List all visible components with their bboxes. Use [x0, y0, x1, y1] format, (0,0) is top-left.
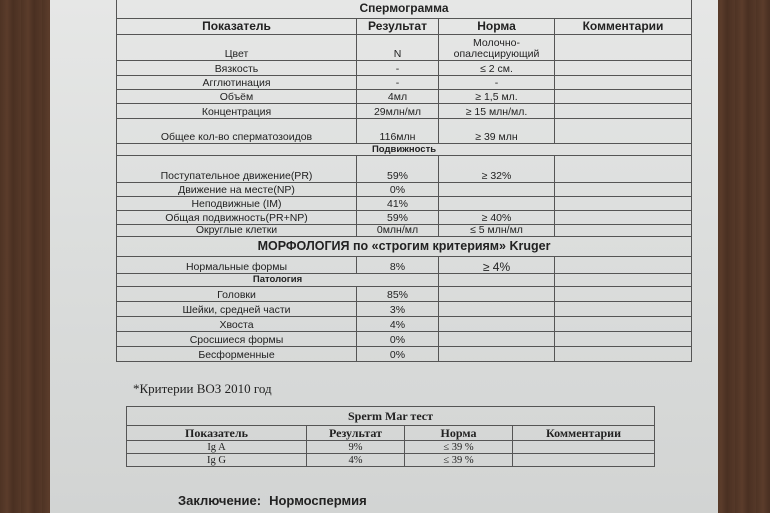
- table-row: [117, 301, 692, 316]
- row-comment: [555, 210, 692, 224]
- row-name: Округлые клетки: [117, 224, 357, 236]
- row-comment: [513, 454, 655, 467]
- table-row: [117, 286, 692, 301]
- paper-sheet: [50, 0, 718, 513]
- col-header-result: Результат: [357, 18, 439, 34]
- row-norm: [439, 182, 555, 196]
- table-row: [117, 316, 692, 331]
- row-result: 0%: [357, 331, 439, 346]
- row-result: 0%: [357, 346, 439, 361]
- row-norm: [439, 331, 555, 346]
- row-result: 0%: [357, 182, 439, 196]
- row-comment: [555, 331, 692, 346]
- table-row: [127, 441, 655, 454]
- row-name: Нормальные формы: [117, 256, 357, 273]
- table-title-row: [117, 0, 692, 18]
- row-name: Цвет: [117, 34, 357, 60]
- table-row: [117, 182, 692, 196]
- row-norm: ≤ 39 %: [405, 441, 513, 454]
- row-comment: [555, 316, 692, 331]
- row-comment: [555, 60, 692, 75]
- table-row: [117, 34, 692, 60]
- row-result: -: [357, 75, 439, 89]
- row-name: Сросшиеся формы: [117, 331, 357, 346]
- row-name: Общая подвижность(PR+NP): [117, 210, 357, 224]
- section-pathology: Патология: [117, 273, 439, 286]
- row-norm: [439, 301, 555, 316]
- row-result: 59%: [357, 210, 439, 224]
- row-norm: ≥ 32%: [439, 155, 555, 182]
- row-norm: Молочно-опалесцирующий: [439, 34, 555, 60]
- row-name: Движение на месте(NP): [117, 182, 357, 196]
- empty-cell: [555, 273, 692, 286]
- row-comment: [555, 118, 692, 143]
- table-row: [117, 331, 692, 346]
- row-norm: [439, 286, 555, 301]
- row-name: Головки: [117, 286, 357, 301]
- row-comment: [555, 286, 692, 301]
- row-result: 3%: [357, 301, 439, 316]
- row-result: 59%: [357, 155, 439, 182]
- row-norm: ≥ 40%: [439, 210, 555, 224]
- row-result: 8%: [357, 256, 439, 273]
- table-title: Спермограмма: [359, 1, 449, 16]
- row-name: Вязкость: [117, 60, 357, 75]
- row-norm: ≤ 2 см.: [439, 60, 555, 75]
- row-comment: [555, 301, 692, 316]
- row-result: 41%: [357, 196, 439, 210]
- table-row: [117, 89, 692, 103]
- row-result: 4%: [307, 454, 405, 467]
- row-name: Хвоста: [117, 316, 357, 331]
- row-result: 85%: [357, 286, 439, 301]
- row-name: Поступательное движение(PR): [117, 155, 357, 182]
- sperm-mar-table: [126, 406, 655, 467]
- table-row: [117, 155, 692, 182]
- row-comment: [555, 155, 692, 182]
- table-row: [117, 75, 692, 89]
- row-norm: ≥ 15 млн/мл.: [439, 103, 555, 118]
- row-norm: ≥ 1,5 мл.: [439, 89, 555, 103]
- row-comment: [555, 34, 692, 60]
- row-name: Ig G: [127, 454, 307, 467]
- section-motility: Подвижность: [117, 143, 692, 155]
- row-name: Неподвижные (IM): [117, 196, 357, 210]
- empty-cell: [439, 273, 555, 286]
- row-norm: -: [439, 75, 555, 89]
- spermogram-document: [50, 0, 718, 513]
- row-result: N: [357, 34, 439, 60]
- row-comment: [555, 182, 692, 196]
- row-name: Агглютинация: [117, 75, 357, 89]
- mar-col-comments: Комментарии: [513, 426, 655, 441]
- col-header-norm: Норма: [439, 18, 555, 34]
- row-norm: ≥ 4%: [439, 256, 555, 273]
- row-result: 4%: [357, 316, 439, 331]
- row-name: Ig A: [127, 441, 307, 454]
- row-norm: [439, 346, 555, 361]
- row-norm: ≥ 39 млн: [439, 118, 555, 143]
- row-name: Бесформенные: [117, 346, 357, 361]
- criteria-note: *Критерии ВОЗ 2010 год: [133, 381, 272, 396]
- table-row: [117, 103, 692, 118]
- row-name: Общее кол-во сперматозоидов: [117, 118, 357, 143]
- mar-col-indicator: Показатель: [127, 426, 307, 441]
- row-comment: [555, 89, 692, 103]
- row-norm: [439, 196, 555, 210]
- col-header-indicator: Показатель: [117, 18, 357, 34]
- row-result: -: [357, 60, 439, 75]
- row-comment: [555, 256, 692, 273]
- row-result: 9%: [307, 441, 405, 454]
- row-norm: ≤ 39 %: [405, 454, 513, 467]
- conclusion-label: Заключение:: [178, 493, 262, 508]
- row-comment: [555, 196, 692, 210]
- row-comment: [513, 441, 655, 454]
- table-row: [117, 210, 692, 224]
- table-row: [117, 60, 692, 75]
- table-row: [117, 118, 692, 143]
- table-row: [117, 346, 692, 361]
- row-name: Шейки, средней части: [117, 301, 357, 316]
- mar-title: Sperm Mar тест: [127, 407, 655, 426]
- table-row: [117, 196, 692, 210]
- col-header-comments: Комментарии: [555, 18, 692, 34]
- row-comment: [555, 103, 692, 118]
- conclusion: [178, 493, 367, 508]
- row-name: Объём: [117, 89, 357, 103]
- table-row: [117, 224, 692, 236]
- row-result: 116млн: [357, 118, 439, 143]
- row-result: 4мл: [357, 89, 439, 103]
- mar-col-result: Результат: [307, 426, 405, 441]
- row-name: Концентрация: [117, 103, 357, 118]
- section-morphology: МОРФОЛОГИЯ по «строгим критериям» Kruger: [117, 236, 692, 256]
- conclusion-value: Нормоспермия: [269, 493, 367, 508]
- table-row: [117, 256, 692, 273]
- row-norm: [439, 316, 555, 331]
- row-comment: [555, 224, 692, 236]
- row-comment: [555, 346, 692, 361]
- mar-col-norm: Норма: [405, 426, 513, 441]
- row-norm: ≤ 5 млн/мл: [439, 224, 555, 236]
- row-comment: [555, 75, 692, 89]
- row-result: 29млн/мл: [357, 103, 439, 118]
- spermogram-table: [116, 0, 692, 362]
- row-result: 0млн/мл: [357, 224, 439, 236]
- table-row: [127, 454, 655, 467]
